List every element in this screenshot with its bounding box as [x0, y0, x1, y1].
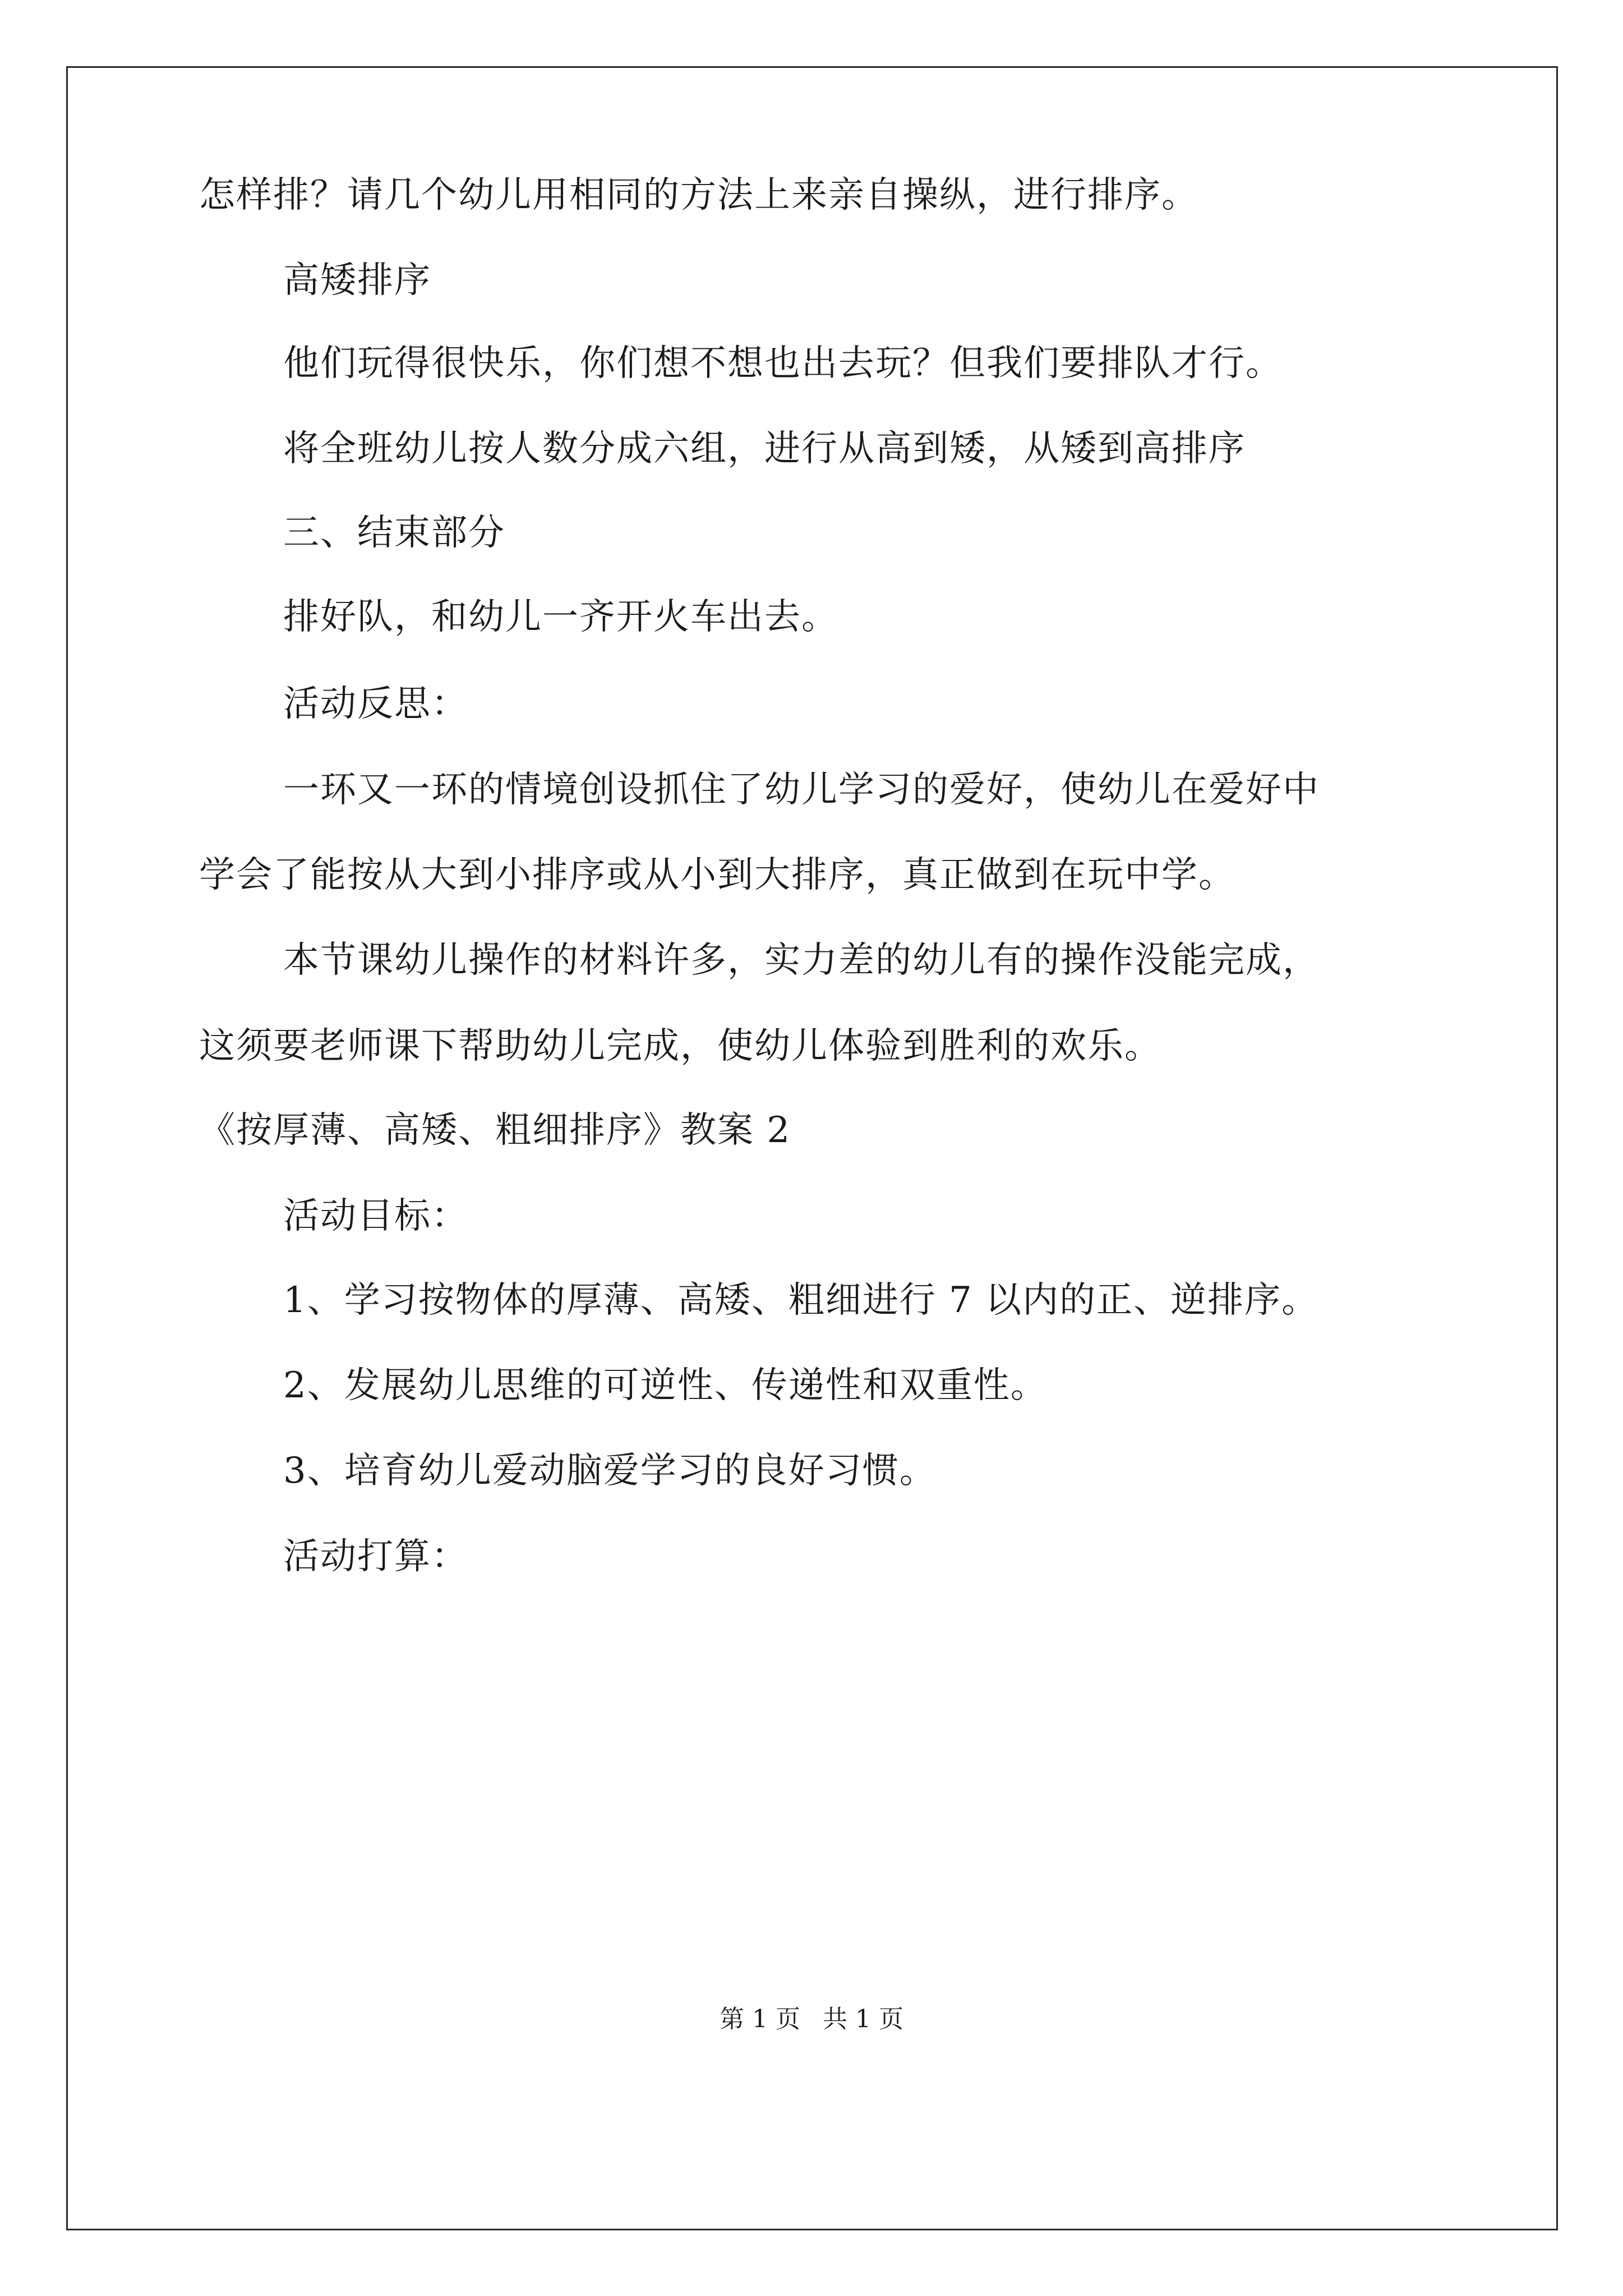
page-footer [0, 2004, 1623, 2035]
document-title: 《按厚薄、高矮、粗细排序》教案 2 [199, 1110, 791, 1151]
page-number: 第 1 页 [720, 2005, 800, 2033]
text-line: 他们玩得很快乐，你们想不想也出去玩？但我们要排队才行。 [283, 343, 1283, 384]
section-heading: 活动目标： [283, 1195, 468, 1237]
text-line: 怎样排？请几个幼儿用相同的方法上来亲自操纵，进行排序。 [199, 174, 1198, 216]
list-item: 2、发展幼儿思维的可逆性、传递性和双重性。 [283, 1365, 1048, 1406]
text-line: 一环又一环的情境创设抓住了幼儿学习的爱好，使幼儿在爱好中 [283, 769, 1320, 811]
section-heading: 活动反思： [283, 683, 468, 725]
text-line: 这须要老师课下帮助幼儿完成，使幼儿体验到胜利的欢乐。 [199, 1025, 1161, 1067]
section-heading: 活动打算： [283, 1536, 468, 1577]
text-line: 将全班幼儿按人数分成六组，进行从高到矮，从矮到高排序 [283, 428, 1246, 470]
text-line: 学会了能按从大到小排序或从小到大排序，真正做到在玩中学。 [199, 854, 1235, 896]
text-line: 高矮排序 [283, 260, 431, 301]
page-total: 共 1 页 [823, 2005, 903, 2033]
section-heading: 三、结束部分 [283, 512, 505, 554]
text-line: 排好队，和幼儿一齐开火车出去。 [283, 596, 838, 638]
list-item: 1、学习按物体的厚薄、高矮、粗细进行 7 以内的正、逆排序。 [283, 1280, 1319, 1321]
list-item: 3、培育幼儿爱动脑爱学习的良好习惯。 [283, 1450, 937, 1492]
text-line: 本节课幼儿操作的材料许多，实力差的幼儿有的操作没能完成， [283, 940, 1320, 981]
